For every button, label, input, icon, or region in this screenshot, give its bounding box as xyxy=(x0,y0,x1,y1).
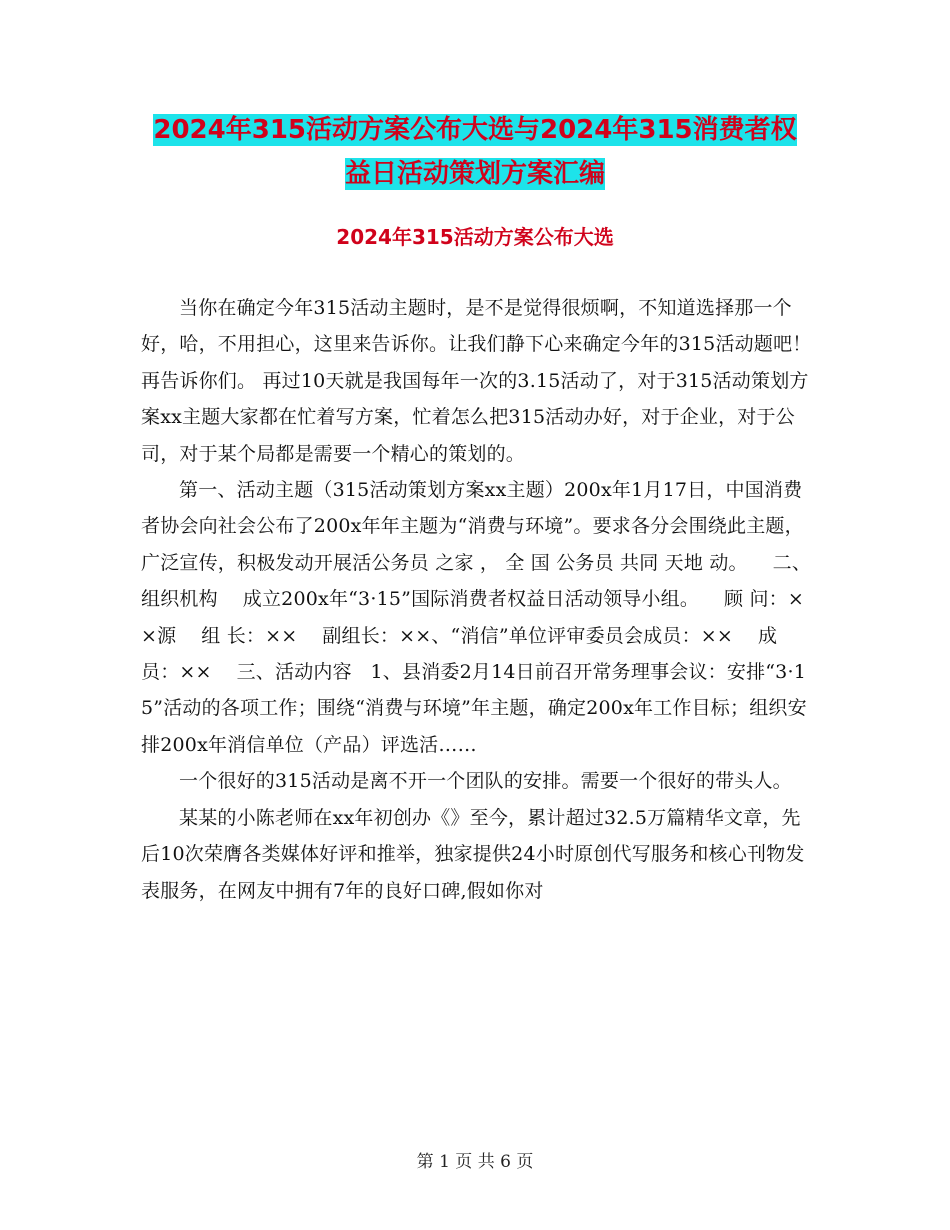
document-body xyxy=(141,290,813,909)
section-title: 2024年315活动方案公布大选 xyxy=(336,225,614,249)
title-line-2: 益日活动策划方案汇编 xyxy=(344,159,605,189)
paragraph: 第一、活动主题（315活动策划方案xx主题）200x年1月17日，中国消费者协会向社会公布了200x年年主题为“消费与环境”。要求各分会围绕此主题，广泛宣传，积极发动开展活公务员 之家 ， 全 国 公务员 共同 天地 动。 二、组织机构 成立200x年“3·15”国际消费者权益日活动领导小组。 顾 问：××源 组 长：×× 副组长：××、“消信”单位评审委员会成员：×× 成 员：×× 三、活动内容 1、县消委2月14日前召开常务理事会议：安排“3·15”活动的各项工作；围绕“消费与环境”年主题，确定200x年工作目标；组织安排200x年消信单位（产品）评选活…… xyxy=(141,479,812,756)
paragraph: 某某的小陈老师在xx年初创办《》至今，累计超过32.5万篇精华文章，先后10次荣膺各类媒体好评和推举，独家提供24小时原创代写服务和核心刊物发表服务，在网友中拥有7年的良好口碑,假如你对 xyxy=(141,806,805,902)
page-footer: 第 1 页 共 6 页 xyxy=(416,1152,534,1172)
paragraph: 当你在确定今年315活动主题时，是不是觉得很烦啊，不知道选择那一个好，哈，不用担心，这里来告诉你。让我们静下心来确定今年的315活动题吧！再告诉你们。 再过10天就是我国每年一次的3.15活动了，对于315活动策划方案xx主题大家都在忙着写方案，忙着怎么把315活动办好，对于企业，对于公司，对于某个局都是需要一个精心的策划的。 xyxy=(141,297,812,465)
title-line-1: 2024年315活动方案公布大选与2024年315消费者权 xyxy=(153,115,797,145)
paragraph: 一个很好的315活动是离不开一个团队的安排。需要一个很好的带头人。 xyxy=(179,770,792,793)
